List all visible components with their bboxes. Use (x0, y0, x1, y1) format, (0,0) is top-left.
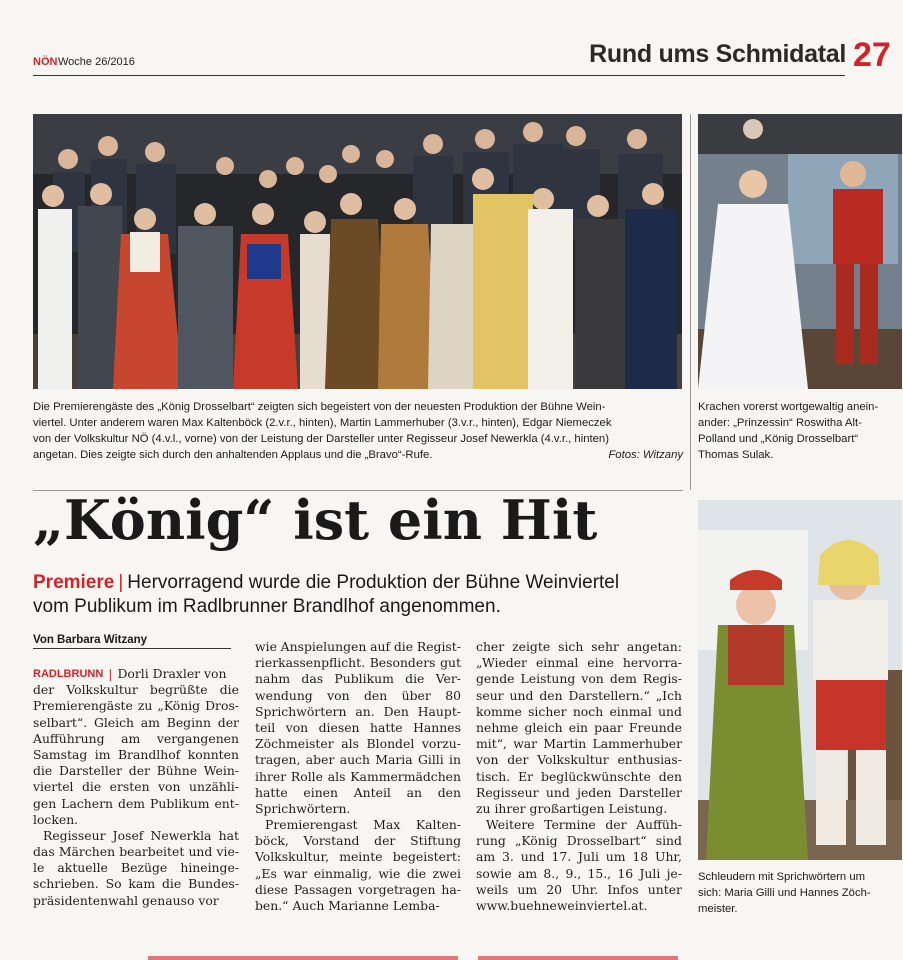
word: cher (476, 639, 505, 654)
article-line: präsidentenwahl genauso vor (33, 892, 219, 908)
word: diesen (318, 719, 360, 735)
article-line (33, 876, 239, 892)
word: diese (255, 881, 288, 897)
word: den (363, 687, 388, 703)
word: im (94, 746, 111, 762)
princess-king-photo (698, 114, 902, 389)
article-line: ben.“ Auch Marianne Lemba- (255, 898, 440, 913)
word: Regis- (642, 671, 682, 687)
article-line (476, 785, 682, 801)
word: dem (118, 795, 146, 811)
caption-line: angetan. Dies zeigte sich durch den anhaltenden Applaus und die „Bravo“-Rufe. (33, 449, 433, 461)
word: hineinge- (180, 860, 239, 876)
right-top-caption (698, 399, 903, 463)
word: Uhr, (655, 849, 682, 865)
word: wie (255, 639, 277, 654)
header-rule (33, 75, 845, 76)
word: am (476, 849, 496, 865)
article-line (476, 639, 682, 655)
dateline-separator: | (108, 666, 113, 681)
word: mit“, (476, 736, 507, 752)
word: Bezüge (121, 860, 168, 876)
maria-hannes-illustration (698, 500, 902, 860)
article-line (476, 736, 682, 752)
article-line (33, 682, 239, 698)
word: 15., (587, 865, 612, 881)
article-line (255, 882, 461, 898)
word: Bühne (156, 763, 198, 779)
word: Zöchmeister (255, 736, 334, 752)
article-line (255, 833, 461, 849)
word: von (327, 687, 350, 703)
word: die (81, 779, 102, 795)
article-line (476, 671, 682, 687)
word: vie- (216, 844, 239, 860)
word: komme (476, 703, 522, 719)
word: „König (514, 833, 558, 849)
word: Auffüh- (636, 817, 682, 833)
word: Darsteller (58, 763, 123, 779)
group-photo-illustration (33, 114, 682, 389)
word: noch (572, 703, 604, 719)
word: das (33, 844, 55, 860)
word: begrüßte (149, 682, 208, 698)
word: böck, (255, 833, 289, 849)
word: Gilli (417, 752, 444, 768)
word: vergangenen (156, 730, 239, 746)
article-line (33, 731, 239, 747)
article-line (255, 769, 461, 785)
word: bearbeitet (119, 844, 185, 860)
word: von (285, 719, 309, 735)
word: der (128, 763, 150, 779)
article-line (255, 817, 461, 833)
article-line (255, 720, 461, 736)
article-line (255, 785, 461, 801)
article-line (255, 704, 461, 720)
word: gen (33, 795, 57, 811)
article-line (255, 752, 461, 768)
dateline-place: RADLBRUNN (33, 668, 104, 680)
word: Infos (607, 881, 639, 897)
word: begeistert: (392, 849, 461, 865)
article-line (33, 763, 239, 779)
article-line (33, 698, 239, 714)
word: Beginn (166, 714, 212, 730)
article-line (255, 671, 461, 687)
word: einmal (535, 655, 579, 671)
section-title: Rund ums Schmidatal (589, 40, 846, 68)
word: als (327, 768, 346, 784)
word: der (33, 682, 55, 698)
word: den (658, 768, 682, 784)
article-line (476, 688, 682, 704)
word: Gleich (93, 714, 135, 730)
caption-line: meister. (698, 903, 738, 915)
photo-credit: Fotos: Witzany (608, 449, 683, 461)
word: ihrer (255, 768, 287, 784)
article-headline: „König“ ist ein Hit (33, 488, 598, 552)
article-line (476, 849, 682, 865)
word: Termine (544, 817, 596, 833)
word: der (507, 752, 529, 768)
word: sind (655, 833, 682, 849)
word: einmalig, (313, 865, 372, 881)
caption-line: von der Volkskultur NÖ (4.v.l., vorne) von der Leistung der Darsteller unter Regisseur Josef Newerkla (4.v.r., hinten) (33, 433, 609, 445)
issue-week: Woche 26/2016 (58, 56, 135, 68)
word: wendung (255, 687, 313, 703)
word: angetan: (626, 639, 682, 654)
word: Bundes- (188, 876, 239, 892)
word: der (217, 714, 239, 730)
word: sehr (591, 639, 619, 654)
main-photo-caption (33, 399, 683, 463)
word: rung (476, 833, 506, 849)
word: sich (558, 639, 584, 654)
caption-line: Thomas Sulak. (698, 449, 774, 461)
word: paar (594, 719, 623, 735)
word: „Ich (655, 687, 682, 703)
maria-hannes-photo (698, 500, 902, 860)
word: selbart“. (33, 714, 88, 730)
word: „Es (255, 865, 277, 881)
word: und (509, 687, 534, 703)
word: Brandlhof (117, 746, 181, 762)
word: und (520, 849, 545, 865)
word: den (437, 784, 461, 800)
word: von (581, 671, 604, 687)
word: und (188, 844, 213, 860)
word: die (406, 865, 427, 881)
word: Aufführung (33, 730, 105, 746)
word: Volkskultur (537, 752, 609, 768)
kicker-separator: | (118, 572, 124, 593)
word: Weitere (486, 817, 535, 833)
article-line (255, 688, 461, 704)
word: Publikum (334, 671, 394, 687)
word: Vorstand (303, 833, 360, 849)
article-line (33, 844, 239, 860)
word: 16 (617, 865, 634, 881)
article-kicker (33, 571, 683, 619)
word: auf (370, 639, 391, 654)
word: Stiftung (410, 833, 461, 849)
caption-line: viertel. Unter anderem waren Max Kaltenböck (2.v.r., hinten), Martin Lammerhuber (3.v.r., hinten), Edgar Niemeczek (33, 417, 612, 429)
princess-king-illustration (698, 114, 902, 389)
word: der (605, 817, 627, 833)
article-line (476, 752, 682, 768)
word: Regisseur (476, 784, 539, 800)
word: dem (609, 671, 637, 687)
caption-line: Krachen vorerst wortgewaltig anein- (698, 401, 879, 413)
article-line (255, 866, 461, 882)
word: hervorra- (622, 655, 682, 671)
article-line (255, 849, 461, 865)
word: 3. (502, 849, 514, 865)
word: nahm (255, 671, 291, 687)
word: die (393, 639, 414, 654)
word: Publikum (150, 795, 210, 811)
word: einen (303, 784, 338, 800)
article-line (33, 779, 239, 795)
word: sowie (476, 865, 512, 881)
caption-line: ander: „Prinzessin“ Roswitha Alt- (698, 417, 862, 429)
right-bottom-caption (698, 869, 903, 917)
word: Anteil (353, 784, 391, 800)
word: unzähli- (188, 779, 239, 795)
word: Passagen (293, 881, 353, 897)
word: von (158, 779, 181, 795)
byline: Von Barbara Witzany (33, 634, 231, 649)
word: le (33, 860, 45, 876)
article-line (476, 720, 682, 736)
article-line (255, 655, 461, 671)
article-line (33, 796, 239, 812)
word: an. (355, 703, 375, 719)
article-line (255, 639, 461, 655)
word: den (539, 687, 563, 703)
article-line (476, 704, 682, 720)
word: teil (255, 719, 276, 735)
word: nehme (476, 719, 519, 735)
word: die (405, 671, 425, 687)
word: am (518, 865, 538, 881)
word: Kammermädchen (350, 768, 461, 784)
word: Den (383, 703, 409, 719)
word: ha- (441, 881, 461, 897)
word: „Wieder (476, 655, 527, 671)
kicker-label: Premiere (33, 572, 115, 593)
word: Juli (639, 865, 661, 881)
caption-line: sich: Maria Gilli und Hannes Zöch- (698, 887, 871, 899)
word: 8., (543, 865, 560, 881)
word: die (219, 682, 239, 698)
word: war (513, 736, 538, 752)
article-line (476, 817, 682, 833)
word: vorgetragen (358, 881, 436, 897)
word: Premierengast (265, 817, 358, 833)
word: und (658, 703, 682, 719)
word: „König (157, 698, 201, 714)
word: Darstellern.“ (568, 687, 650, 703)
article-line (476, 882, 682, 898)
word: ent- (214, 795, 239, 811)
word: der (374, 833, 396, 849)
word: Anspielungen (280, 639, 367, 654)
article-line (33, 860, 239, 876)
word: Freunde (628, 719, 682, 735)
word: seur (476, 687, 504, 703)
word: Drosselbart“ (566, 833, 647, 849)
caption-line: Schleudern mit Sprichwörtern um (698, 871, 866, 883)
word: Juli (578, 849, 599, 865)
word: die (161, 876, 182, 892)
word: Haupt- (417, 703, 461, 719)
word: um (605, 849, 626, 865)
word: hat (218, 827, 239, 843)
word: rierkassenpflicht. (255, 655, 366, 671)
column-divider (690, 114, 691, 490)
word: als (341, 736, 359, 752)
word: wie (378, 865, 401, 881)
word: gleich (524, 719, 563, 735)
word: beglückwünschte (541, 768, 651, 784)
word: Dros- (205, 698, 239, 714)
article-column-2 (255, 639, 461, 914)
page-number: 27 (853, 36, 891, 74)
word: die (33, 763, 53, 779)
article-line (33, 715, 239, 731)
word: Besonders (369, 655, 436, 671)
bottom-accent-bar (478, 956, 678, 960)
group-photo (33, 114, 682, 389)
word: 9., (565, 865, 582, 881)
word: Samstag (33, 746, 88, 762)
word: Regisseur (43, 827, 106, 843)
article-line: www.buehneweinviertel.at. (476, 898, 648, 913)
word: und (545, 784, 570, 800)
word: Newerkla (150, 827, 212, 843)
word: über (401, 687, 431, 703)
word: zeigte (512, 639, 551, 654)
word: gut (440, 655, 461, 671)
word: vorzu- (421, 736, 461, 752)
word: das (301, 671, 324, 687)
word: viertel (33, 779, 74, 795)
word: Er (518, 768, 534, 784)
caption-line: Polland und „König Drosselbart“ (698, 433, 859, 445)
article-column-3 (476, 639, 682, 914)
article-line (255, 736, 461, 752)
word: jeden (577, 784, 612, 800)
article-line (33, 828, 239, 844)
word: gende (476, 671, 515, 687)
word: aber (305, 752, 335, 768)
word: eine (587, 655, 614, 671)
word: aktuelle (57, 860, 108, 876)
word: meinte (339, 849, 383, 865)
article-line (476, 655, 682, 671)
word: Kalten- (415, 817, 461, 833)
word: hatte (369, 719, 403, 735)
word: je- (666, 865, 682, 881)
article-line (33, 666, 239, 682)
word: weils (476, 881, 509, 897)
word: Wein- (203, 763, 239, 779)
article-line: locken. (33, 811, 79, 827)
word: zwei (432, 865, 461, 881)
word: Premierengäste (33, 698, 133, 714)
word: enthusias- (617, 752, 682, 768)
word: war (283, 865, 308, 881)
word: Darsteller (618, 784, 682, 800)
word: 20 (546, 881, 563, 897)
word: Uhr. (571, 881, 599, 897)
word: 80 (445, 687, 461, 703)
word: Max (373, 817, 401, 833)
article-line (476, 866, 682, 882)
word: auch (339, 752, 370, 768)
word: kam (128, 876, 156, 892)
word: Volkskultur (66, 682, 138, 698)
word: schrieben. (33, 876, 99, 892)
word: Märchen (58, 844, 116, 860)
word: zu (137, 698, 153, 714)
word: Sprichwörtern (255, 703, 347, 719)
word: Blondel (366, 736, 415, 752)
word: Lachern (61, 795, 114, 811)
word: in (449, 752, 461, 768)
word: 17. (551, 849, 572, 865)
article-line (33, 747, 239, 763)
word: Martin (543, 736, 587, 752)
article-line (476, 833, 682, 849)
kicker-text-1: Hervorragend wurde die Produktion der Bühne Weinviertel (127, 572, 620, 593)
word: am (140, 714, 160, 730)
word: von (476, 752, 499, 768)
word: So (105, 876, 122, 892)
word: Ver- (435, 671, 461, 687)
word: 18 (632, 849, 649, 865)
word: tragen, (255, 752, 301, 768)
word: tisch. (476, 768, 511, 784)
word: unter (647, 881, 682, 897)
word: Leistung (520, 671, 576, 687)
word: Rolle (290, 768, 323, 784)
word: ersten (109, 779, 150, 795)
article-line (476, 769, 682, 785)
word: um (517, 881, 538, 897)
word: Josef (112, 827, 144, 843)
newspaper-brand: NÖN (33, 56, 58, 68)
word: an (406, 784, 423, 800)
word: hatte (255, 784, 288, 800)
article-line: zu ihrer großartigen Leistung. (476, 800, 668, 816)
word: ein (568, 719, 589, 735)
word: einmal (609, 703, 652, 719)
word: Regist- (416, 639, 461, 654)
word: Lammerhuber (592, 736, 682, 752)
word: konnten (187, 746, 239, 762)
bottom-accent-bar (148, 956, 458, 960)
kicker-line-1 (33, 571, 683, 595)
word: Volkskultur, (255, 849, 330, 865)
word: am (121, 730, 141, 746)
article-line-text: Dorli Draxler von (117, 666, 227, 681)
word: Hannes (413, 719, 461, 735)
article-line: Sprichwörtern. (255, 800, 351, 816)
caption-line: Die Premierengäste des „König Drosselbart“ zeigten sich begeistert von der neuesten Produktion der Bühne Wein- (33, 401, 606, 413)
article-column-1 (33, 666, 239, 909)
word: Maria (375, 752, 413, 768)
kicker-line-2: vom Publikum im Radlbrunner Brandlhof angenommen. (33, 596, 501, 617)
word: sicher (528, 703, 567, 719)
